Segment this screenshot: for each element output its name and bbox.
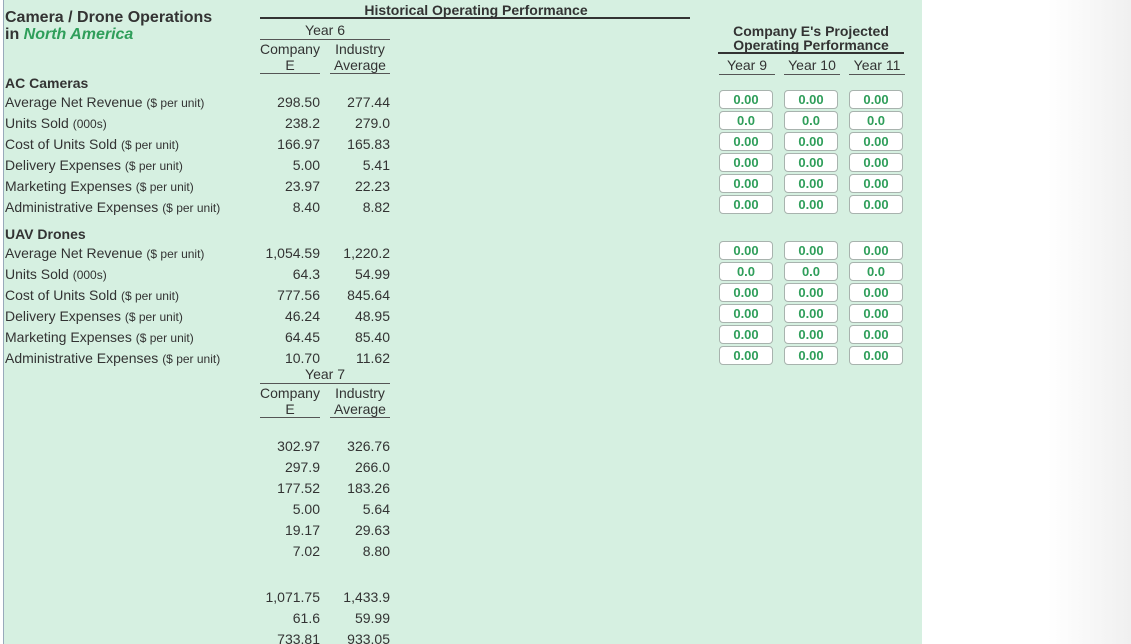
year7-ac-company-value: 297.9 <box>284 459 320 475</box>
row-unit-text: ($ per unit) <box>120 289 179 303</box>
row-unit-text: ($ per unit) <box>146 96 205 110</box>
projected-input-ac-year11[interactable]: 0.00 <box>849 132 903 151</box>
row-unit-text: ($ per unit) <box>146 247 205 261</box>
year6-ac-industry-value: 277.44 <box>347 94 390 110</box>
projected-year11: Year 11 <box>853 57 901 73</box>
year7-industry-underline <box>330 417 390 418</box>
row-label-text: Administrative Expenses <box>5 199 159 215</box>
year7-underline <box>260 383 390 384</box>
year6-ac-industry-value: 22.23 <box>354 178 390 194</box>
projected-title-underline <box>718 52 904 54</box>
row-label-uav-0 <box>5 245 204 261</box>
year7-ac-company-value: 5.00 <box>292 501 320 517</box>
region-name: North America <box>23 26 134 43</box>
projected-year10-underline <box>784 74 840 75</box>
row-label-text: Delivery Expenses <box>5 308 121 324</box>
year6-ac-industry-value: 8.82 <box>362 199 390 215</box>
row-label-uav-2 <box>5 287 179 303</box>
year6-uav-industry-value: 85.40 <box>354 329 390 345</box>
year6-uav-company-value: 10.70 <box>284 350 320 366</box>
row-label-ac-1 <box>5 115 107 131</box>
projected-input-uav-year11[interactable]: 0.0 <box>849 262 903 281</box>
year6-ac-industry-value: 279.0 <box>354 115 390 131</box>
projected-input-uav-year9[interactable]: 0.00 <box>719 325 773 344</box>
projected-input-uav-year9[interactable]: 0.00 <box>719 241 773 260</box>
projected-input-ac-year10[interactable]: 0.00 <box>784 195 838 214</box>
year7-ac-industry-value: 326.76 <box>347 438 390 454</box>
year6-underline <box>260 39 390 40</box>
row-label-text: Marketing Expenses <box>5 178 132 194</box>
row-unit-text: ($ per unit) <box>135 331 194 345</box>
year7-ac-industry-value: 183.26 <box>347 480 390 496</box>
projected-input-ac-year9[interactable]: 0.00 <box>719 90 773 109</box>
projected-input-uav-year11[interactable]: 0.00 <box>849 283 903 302</box>
year7-uav-company-value: 733.81 <box>277 631 320 644</box>
year6-ac-company-value: 8.40 <box>292 199 320 215</box>
row-label-text: Delivery Expenses <box>5 157 121 173</box>
projected-year9: Year 9 <box>727 57 767 73</box>
projected-input-ac-year10[interactable]: 0.00 <box>784 153 838 172</box>
row-unit-text: ($ per unit) <box>135 180 194 194</box>
window-background <box>922 0 1131 644</box>
section-uav-drones: UAV Drones <box>5 226 86 242</box>
year7-company-underline <box>260 417 320 418</box>
year7-ac-company-value: 7.02 <box>292 543 320 559</box>
page-title-prefix: in <box>5 26 24 43</box>
year7-ac-company-value: 302.97 <box>277 438 320 454</box>
projected-input-uav-year11[interactable]: 0.00 <box>849 325 903 344</box>
row-unit-text: ($ per unit) <box>120 138 179 152</box>
year6-uav-company-value: 1,054.59 <box>265 245 320 261</box>
row-label-text: Administrative Expenses <box>5 350 159 366</box>
year6-company-underline <box>260 73 320 74</box>
year7-uav-industry-value: 933.05 <box>347 631 390 644</box>
row-label-text: Units Sold <box>5 115 69 131</box>
projected-input-ac-year9[interactable]: 0.00 <box>719 174 773 193</box>
year6-ac-industry-value: 165.83 <box>347 136 390 152</box>
year7-ac-industry-value: 266.0 <box>354 459 390 475</box>
projected-input-ac-year10[interactable]: 0.00 <box>784 174 838 193</box>
row-label-ac-5 <box>5 199 220 215</box>
row-unit-text: ($ per unit) <box>124 159 183 173</box>
operations-panel <box>3 0 923 644</box>
year6-industry-header: Industry Average <box>334 41 386 73</box>
year6-ac-company-value: 298.50 <box>277 94 320 110</box>
historical-title-underline <box>260 17 690 19</box>
projected-input-uav-year11[interactable]: 0.00 <box>849 346 903 365</box>
year7-uav-company-value: 1,071.75 <box>265 589 320 605</box>
section-ac-cameras: AC Cameras <box>5 75 89 91</box>
projected-year11-underline <box>849 74 905 75</box>
projected-input-ac-year11[interactable]: 0.00 <box>849 153 903 172</box>
projected-input-ac-year11[interactable]: 0.00 <box>849 174 903 193</box>
year7-uav-company-value: 61.6 <box>292 610 320 626</box>
row-label-uav-5 <box>5 350 220 366</box>
year7-ac-industry-value: 29.63 <box>354 522 390 538</box>
projected-input-uav-year10[interactable]: 0.00 <box>784 283 838 302</box>
projected-input-uav-year10[interactable]: 0.00 <box>784 325 838 344</box>
year7-uav-industry-value: 59.99 <box>354 610 390 626</box>
year6-uav-industry-value: 845.64 <box>347 287 390 303</box>
projected-input-ac-year9[interactable]: 0.0 <box>719 111 773 130</box>
projected-title: Company E's Projected Operating Performance <box>733 23 889 53</box>
year6-company-header: Company E <box>260 41 320 73</box>
projected-input-ac-year11[interactable]: 0.00 <box>849 90 903 109</box>
year6-uav-industry-value: 11.62 <box>356 350 390 366</box>
projected-input-uav-year9[interactable]: 0.0 <box>719 262 773 281</box>
page-title <box>5 9 212 43</box>
projected-input-uav-year9[interactable]: 0.00 <box>719 346 773 365</box>
row-label-text: Cost of Units Sold <box>5 287 118 303</box>
row-unit-text: (000s) <box>72 268 107 282</box>
row-unit-text: (000s) <box>72 117 107 131</box>
projected-input-ac-year10[interactable]: 0.00 <box>784 132 838 151</box>
row-label-text: Units Sold <box>5 266 69 282</box>
year6-uav-company-value: 777.56 <box>277 287 320 303</box>
projected-input-uav-year11[interactable]: 0.00 <box>849 241 903 260</box>
year6-industry-underline <box>330 73 390 74</box>
projected-input-uav-year11[interactable]: 0.00 <box>849 304 903 323</box>
projected-input-uav-year10[interactable]: 0.00 <box>784 304 838 323</box>
year6-uav-company-value: 64.3 <box>292 266 320 282</box>
year7-ac-industry-value: 5.64 <box>362 501 390 517</box>
year7-ac-company-value: 19.17 <box>284 522 320 538</box>
row-label-uav-4 <box>5 329 194 345</box>
projected-input-ac-year10[interactable]: 0.00 <box>784 90 838 109</box>
year6-uav-company-value: 46.24 <box>284 308 320 324</box>
row-label-ac-3 <box>5 157 183 173</box>
projected-input-ac-year9[interactable]: 0.00 <box>719 132 773 151</box>
projected-input-ac-year9[interactable]: 0.00 <box>719 195 773 214</box>
year6-ac-company-value: 23.97 <box>284 178 320 194</box>
row-label-text: Marketing Expenses <box>5 329 132 345</box>
projected-input-ac-year11[interactable]: 0.0 <box>849 111 903 130</box>
row-label-ac-0 <box>5 94 204 110</box>
year6-uav-industry-value: 48.95 <box>354 308 390 324</box>
year7-uav-industry-value: 1,433.9 <box>343 589 390 605</box>
projected-input-uav-year10[interactable]: 0.00 <box>784 241 838 260</box>
row-label-ac-4 <box>5 178 194 194</box>
row-label-text: Cost of Units Sold <box>5 136 118 152</box>
projected-input-ac-year10[interactable]: 0.0 <box>784 111 838 130</box>
year6-uav-industry-value: 1,220.2 <box>343 245 390 261</box>
year7-label: Year 7 <box>305 366 345 382</box>
year7-ac-industry-value: 8.80 <box>362 543 390 559</box>
row-label-uav-3 <box>5 308 183 324</box>
projected-input-ac-year11[interactable]: 0.00 <box>849 195 903 214</box>
row-label-ac-2 <box>5 136 179 152</box>
year7-industry-header: Industry Average <box>334 385 386 417</box>
year6-ac-company-value: 5.00 <box>292 157 320 173</box>
row-label-text: Average Net Revenue <box>5 94 143 110</box>
year6-uav-industry-value: 54.99 <box>354 266 390 282</box>
historical-title: Historical Operating Performance <box>364 2 588 18</box>
year6-ac-company-value: 166.97 <box>277 136 320 152</box>
projected-year9-underline <box>719 74 775 75</box>
projected-input-uav-year9[interactable]: 0.00 <box>719 283 773 302</box>
projected-year10: Year 10 <box>788 57 836 73</box>
row-label-text: Average Net Revenue <box>5 245 143 261</box>
projected-input-uav-year10[interactable]: 0.00 <box>784 346 838 365</box>
year7-company-header: Company E <box>260 385 320 417</box>
year6-ac-industry-value: 5.41 <box>362 157 390 173</box>
page-title-line1: Camera / Drone Operations <box>5 9 213 26</box>
row-label-uav-1 <box>5 266 107 282</box>
projected-input-uav-year10[interactable]: 0.0 <box>784 262 838 281</box>
projected-input-uav-year9[interactable]: 0.00 <box>719 304 773 323</box>
row-unit-text: ($ per unit) <box>124 310 183 324</box>
page-title-line2 <box>5 26 212 43</box>
row-unit-text: ($ per unit) <box>162 201 221 215</box>
year6-uav-company-value: 64.45 <box>284 329 320 345</box>
year7-ac-company-value: 177.52 <box>277 480 320 496</box>
year6-ac-company-value: 238.2 <box>284 115 320 131</box>
projected-input-ac-year9[interactable]: 0.00 <box>719 153 773 172</box>
year6-label: Year 6 <box>305 22 345 38</box>
row-unit-text: ($ per unit) <box>162 352 221 366</box>
